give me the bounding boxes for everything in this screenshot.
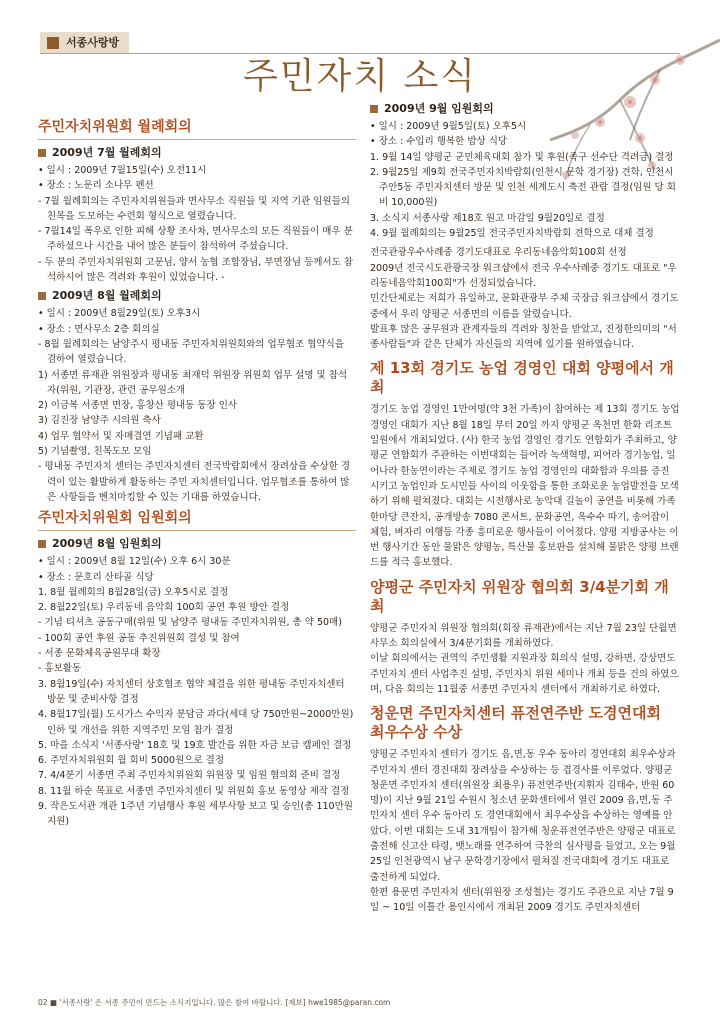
article-body: 양평군 주민자치 위원장 협의회(회장 류재관)에서는 지난 7월 23일 단월면사무소 회의실에서 3/4분기회를 개최하였다.: [370, 622, 677, 650]
list-item: 8. 11월 하순 목표로 서종면 주민자치센터 및 위원회 홍보 동영상 제작 결정: [38, 785, 350, 797]
list-item: 4. 9월 월례회의는 9월25일 전국주민자치박람회 견학으로 대체 결정: [370, 228, 654, 240]
notice-paragraph: 2009년 전국시도관광국장 워크샵에서 전국 우수사례중 경기도 대표로 "우리동네음악회100회"가 선정되었습니다.: [370, 262, 677, 289]
section-title-chairs-council: 양평군 주민자치 위원장 협의회 3/4분기회 개최: [370, 577, 669, 615]
subheading-label: 2009년 9월 임원회의: [384, 102, 494, 115]
list-item: 3) 김진장 남양주 시의원 축사: [38, 415, 161, 427]
article-body: 양평군 주민자치 센터가 경기도 읍,면,동 우수 동아리 경연대회 최우수상과 주민자치 센터 경진대회 장려상을 수상하는 등 겹경사를 이루었다. 양평군 청운면 주민자치 센터(위원장 최용우) 퓨전연주반(지휘자 김태수, 반원 60명)이 지난 9월 21일 수원시 청소년 문화센터에서 열린 2009 읍,면,동 주민자치 센터 우수 동아리 도 경연대회에서 최우수상을 수상하는 영예를 안았다. 이번 대회는 도내 31개팀이 참가해 청운퓨전연주반은 양평군 대표로 출전해 신고산 타령, 뱃노래를 연주하여 극찬의 심사평을 들었고, 오는 9월 25일 인천광역시 남구 문학경기장에서 펼쳐질 전국대회에 경기도 대표로 출전하게 되었다.: [370, 749, 676, 883]
list-item: - 8월 월례회의는 남양주시 평내동 주민자치위원회와의 업무협조 협약식을 겸하여 열렸습니다.: [38, 338, 344, 366]
square-bullet-icon: [38, 149, 46, 157]
section-title-fusion-ensemble-award: 청운면 주민자치센터 퓨전연주반 도경연대회 최우수상 수상: [370, 704, 661, 742]
list-item: - 홍보활동: [38, 663, 82, 675]
subheading-september-executive: [370, 101, 680, 117]
article-body: 경기도 농업 경영인 1만여명(약 3천 가족)이 참여하는 제 13회 경기도 농업 경영인 대회가 지난 8월 18일 부터 20일 까지 양평군 옥천면 한화 리조트 일원에서 개최되었다. (사) 한국 농업 경영인 경기도 연합회가 주최하고, 양평군 연합회가 주관하는 이번대회는 들어라 녹색혁명, 피어라 경기농업, 일어나라 한농연이라는 주제로 경기도 농업 경영인의 대화합과 우의를 증진 시키고 농업인과 도시민들 사이의 이웃함을 통한 조화로운 농업발전을 모색하기 위해 펼쳐졌다. 대회는 시전행사로 농악대 길놀이 공연을 비롯해 가족 한마당 큰잔치, 공개방송 7080 콘서트, 문화공연, 옥수수 따기, 송어잡이 체험, 벼자리 여행등 각종 흥미로운 행사들이 이어졌다. 양평 지방공사는 이번 행사기간 동안 물맑은 양평농, 특산물 홍보판을 설치해 물맑은 양평 브랜드를 적극 홍보했다.: [370, 404, 680, 569]
subheading-label: 2009년 8월 월례회의: [52, 289, 162, 303]
list-item: - 두 분의 주민자치위원회 고문님, 양서 농협 조합장님, 부면장님 등께서도 참석하시어 많은 격려와 후원이 있었습니다. -: [38, 256, 353, 284]
list-item: 2. 9월25일 제9회 전국주민자치박람회(인천시 문학 경기장) 견학, 인천시 주안5동 주민자치센터 방문 및 인천 세계도시 축전 관람 결정(임원 당 회비 10,000원): [370, 166, 676, 209]
list-item: 1. 9월 14일 양평군 군민체육대회 참가 및 후원(족구 선수단 격려금) 결정: [370, 151, 674, 163]
list-item: 3. 8월19일(수) 자치센터 상호협조 협약 체결을 위한 평내동 주민자치센터 방문 및 준비사항 결정: [38, 678, 345, 705]
section-title-executive-meeting: 주민자치위원회 임원회의: [38, 509, 356, 531]
article-body: 이날 회의에서는 권역익 주민생활 지원과장 회의식 설명, 강하면, 강상면도 주민자치 센터 사업추진 설명, 주민자치 위원 세미나 개최 등을 건의 하였으며, 다음 회의는 11월중 서종면 주민자치 센터에서 개최하기로 하였다.: [370, 653, 679, 695]
right-column: [370, 98, 680, 915]
left-column: [38, 118, 356, 830]
section-title-farmers-conference: 제 13회 경기도 농업 경영인 대회 양평에서 개최: [370, 359, 674, 397]
notice-paragraph: 민간단체로는 저희가 유일하고, 문화관광부 주체 국장급 워크샵에서 경기도중에서 우리 양평군 서종면의 이름을 알렸습니다.: [370, 293, 679, 320]
square-bullet-icon: [38, 292, 46, 300]
list-item: - 7월14일 폭우로 인한 피해 상황 조사차, 면사무소의 모든 직원들이 매우 분주하셨으나 시간을 내어 많은 분들이 참석하여 주셨습니다.: [38, 226, 353, 253]
list-item: 2. 8월22일(토) 우리동네 음악회 100회 공연 후원 방안 결정: [38, 602, 290, 614]
article-body: 한편 용문면 주민자치 센터(위원장 조성철)는 경기도 주관으로 지난 7월 9일 ~ 10일 이틀간 용인시에서 개최된 2009 경기도 주민자치센터: [370, 886, 674, 914]
list-item: 4) 업무 협약서 및 자매결연 기념패 교환: [38, 430, 204, 442]
subheading-label: 2009년 8월 임원회의: [52, 537, 162, 551]
list-item: 7. 4/4분기 서종면 주최 주민자치위원회 위원장 및 임원 협의회 준비 결정: [38, 770, 341, 782]
list-item: - 100회 공연 후원 공동 추진위원회 결성 및 참여: [38, 632, 240, 644]
list-item: 3. 소식지 서종사랑 제18호 원고 마감일 9월20일로 결정: [370, 212, 605, 224]
list-item: 4. 8월17일(월) 도시가스 수익자 분담금 과다(세대 당 750만원~2000만원) 인하 및 개선을 위한 지역주민 모임 참가 결정: [38, 709, 354, 736]
subheading-july-meeting: [38, 145, 356, 161]
square-bullet-icon: [370, 105, 378, 113]
list-item: - 서종 문화체육공원무대 확장: [38, 648, 161, 660]
page-footer: 02 ■ '서종사랑' 은 서종 주민이 만드는 소식지입니다. 많은 참여 바랍니다. [제보] hwe1985@paran.com: [38, 998, 391, 1007]
section-tab-label: 서종사랑방: [66, 36, 120, 49]
notice-paragraph: 발표후 많은 공무원과 관계자들의 격려와 칭찬을 받았고, 진정한의미의 "서종사람들"과 같은 단체가 자신들의 지역에 있기를 원하였습니다.: [370, 323, 677, 351]
list-item: • 일시 : 2009년 7월15일(수) 오전11시: [38, 165, 207, 176]
list-item: • 일시 : 2009년 8월29일(토) 오후3시: [38, 308, 201, 320]
list-item: 5. 마을 소식지 '서종사랑' 18호 및 19호 발간을 위한 자금 보급 캠페인 결정: [38, 739, 352, 751]
list-item: 9. 작은도서관 개관 1주년 기념행사 후원 세부사항 보고 및 승인(총 110만원 지원): [38, 800, 353, 828]
list-item: - 평내동 주민자치 센터는 주민자치센터 전국박람회에서 장려상을 수상한 경력이 있는 활발하게 활동하는 주민 자치센터입니다. 업무협조를 통하여 많은 사항들을 벤치마킹할 수 있는 기대를 하였습니다.: [38, 461, 351, 503]
list-item: 6. 주민자치위원회 월 회비 5000원으로 결정: [38, 755, 224, 767]
list-item: • 일시 : 2009년 8월 12일(수) 오후 6시 30분: [38, 556, 231, 568]
list-item: • 장소 : 문호리 산타골 식당: [38, 571, 154, 583]
page-title: 주민자치 소식: [242, 56, 478, 97]
section-title-monthly-meeting: 주민자치위원회 월례회의: [38, 118, 356, 140]
list-item: • 장소 : 면사무소 2층 회의실: [38, 323, 160, 335]
list-item: 1) 서종면 류재관 위원장과 평내동 최재덕 위원장 위원회 업무 설명 및 참석자(위원, 기관장, 관련 공무원소개: [38, 369, 348, 396]
subheading-label: 2009년 7월 월례회의: [52, 146, 162, 159]
subheading-august-meeting: [38, 288, 356, 304]
subheading-august-executive: [38, 536, 356, 552]
list-item: 1. 8월 월례회의 8월28일(금) 오후5시로 결정: [38, 586, 229, 598]
list-item: • 장소 : 노문리 소나무 펜션: [38, 180, 154, 192]
list-item: - 7월 월례회의는 주민자치위원들과 면사무소 직원들 및 지역 기관 임원들의 친목을 도모하는 수련회 형식으로 열렸습니다.: [38, 195, 350, 222]
list-item: • 장소 : 수입리 행복한 밥상 식당: [370, 136, 508, 148]
list-item: - 기념 티셔츠 공동구매(위원 및 남양주 평내동 주민자치위원, 총 약 50매): [38, 617, 342, 629]
notice-paragraph: 전국관광우수사례중 경기도대표로 우리동네음악회100회 선정: [370, 247, 627, 259]
list-item: • 일시 : 2009년 9월5일(토) 오후5시: [370, 121, 527, 132]
list-item: 5) 기념촬영, 친목도모 모임: [38, 446, 152, 458]
square-bullet-icon: [38, 540, 46, 548]
list-item: 2) 이금복 서종면 면장, 홍창산 평내동 동장 인사: [38, 400, 238, 412]
